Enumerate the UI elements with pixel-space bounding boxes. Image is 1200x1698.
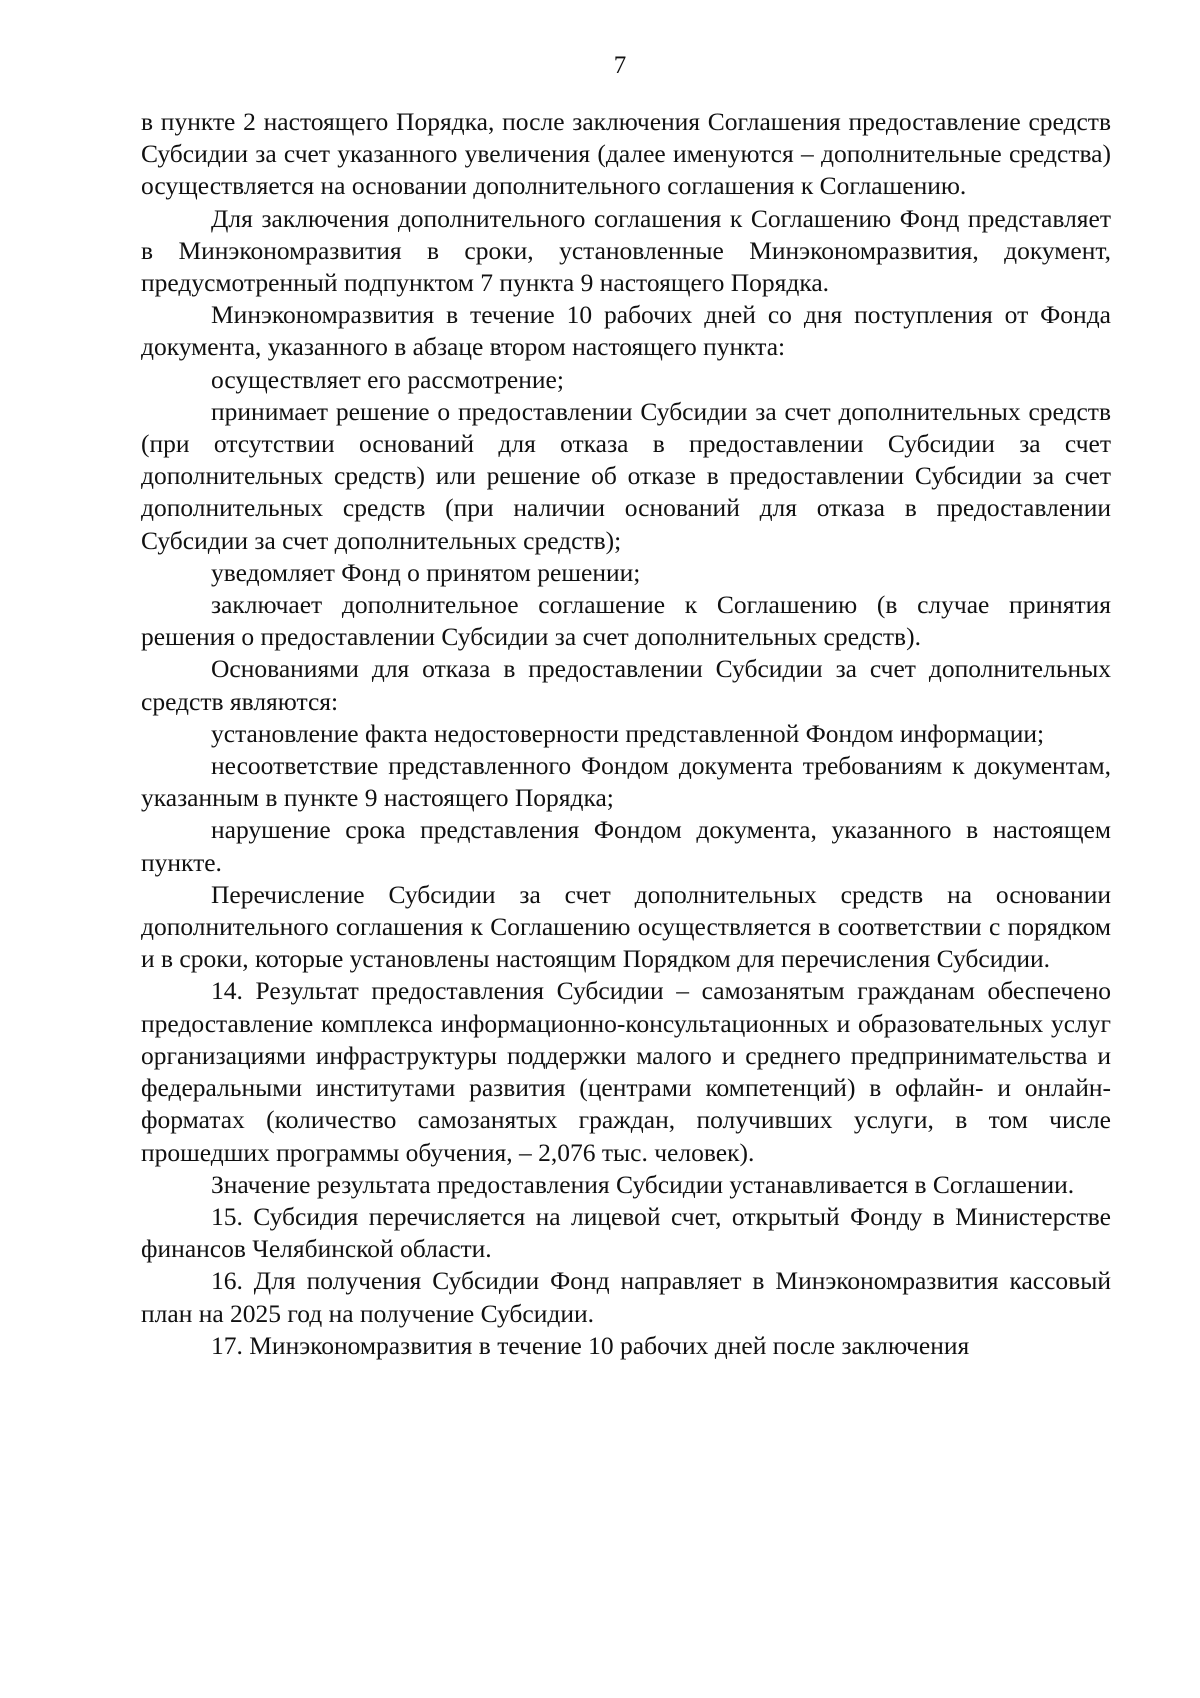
- paragraph-item-16: 16. Для получения Субсидии Фонд направляет в Минэкономразвития кассовый план на 2025 год на получение Субсидии.: [141, 1266, 1111, 1328]
- paragraph-item-14: 14. Результат предоставления Субсидии – самозанятым гражданам обеспечено предоставление комплекса информационно-консультационных и образовательных услуг организациями инфраструктуры поддержки малого и среднего предпринимательства и федеральными институтами развития (центрами компетенций) в офлайн- и онлайн-форматах (количество самозанятых граждан, получивших услуги, в том числе прошедших программы обучения, – 2,076 тыс. человек).: [141, 976, 1111, 1167]
- paragraph: Значение результата предоставления Субсидии устанавливается в Соглашении.: [211, 1169, 1075, 1199]
- paragraph: Минэкономразвития в течение 10 рабочих дней со дня поступления от Фонда документа, указанного в абзаце втором настоящего пункта:: [141, 300, 1111, 362]
- paragraph: в пункте 2 настоящего Порядка, после заключения Соглашения предоставление средств Субсидии за счет указанного увеличения (далее именуются – дополнительные средства) осуществляется на основании дополнительного соглашения к Соглашению.: [141, 107, 1111, 201]
- paragraph: Основаниями для отказа в предоставлении Субсидии за счет дополнительных средств являются:: [141, 654, 1111, 716]
- paragraph: осуществляет его рассмотрение;: [211, 364, 564, 394]
- paragraph: установление факта недостоверности представленной Фондом информации;: [211, 718, 1045, 748]
- document-body: [141, 106, 1111, 1362]
- paragraph: Перечисление Субсидии за счет дополнительных средств на основании дополнительного соглашения к Соглашению осуществляется в соответствии с порядком и в сроки, которые установлены настоящим Порядком для перечисления Субсидии.: [141, 879, 1111, 974]
- paragraph-item-17: 17. Минэкономразвития в течение 10 рабочих дней после заключения: [211, 1330, 970, 1360]
- paragraph-item-15: 15. Субсидия перечисляется на лицевой счет, открытый Фонду в Министерстве финансов Челябинской области.: [141, 1201, 1111, 1264]
- paragraph: уведомляет Фонд о принятом решении;: [211, 557, 641, 587]
- paragraph: Для заключения дополнительного соглашения к Соглашению Фонд представляет в Минэкономразвития в сроки, установленные Минэкономразвития, документ, предусмотренный подпунктом 7 пункта 9 настоящего Порядка.: [141, 203, 1111, 298]
- paragraph: несоответствие представленного Фондом документа требованиям к документам, указанным в пункте 9 настоящего Порядка;: [141, 751, 1111, 813]
- page-number: 7: [613, 52, 627, 79]
- paragraph: нарушение срока представления Фондом документа, указанного в настоящем пункте.: [141, 815, 1111, 877]
- paragraph: принимает решение о предоставлении Субсидии за счет дополнительных средств (при отсутствии оснований для отказа в предоставлении Субсидии за счет дополнительных средств) или решение об отказе в предоставлении Субсидии за счет дополнительных средств (при наличии оснований для отказа в предоставлении Субсидии за счет дополнительных средств);: [141, 396, 1111, 555]
- paragraph: заключает дополнительное соглашение к Соглашению (в случае принятия решения о предоставлении Субсидии за счет дополнительных средств).: [141, 590, 1111, 652]
